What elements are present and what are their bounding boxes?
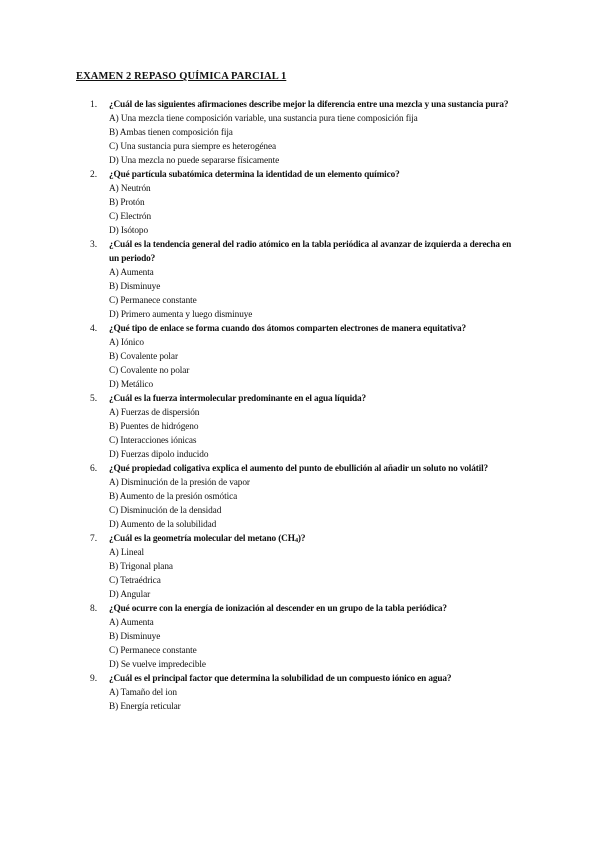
question-7 xyxy=(0,532,600,602)
option-c: C) Interacciones iónicas xyxy=(109,436,197,446)
option-a: A) Disminución de la presión de vapor xyxy=(109,478,250,488)
option-b: B) Puentes de hidrógeno xyxy=(109,422,199,432)
question-number: 5. xyxy=(90,394,98,404)
option-b: B) Energía reticular xyxy=(109,702,181,712)
question-number: 1. xyxy=(90,100,98,110)
question-3 xyxy=(0,238,600,322)
option-d: D) Aumento de la solubilidad xyxy=(109,520,217,530)
question-number: 9. xyxy=(90,674,98,684)
option-d: D) Angular xyxy=(109,590,151,600)
option-d: D) Primero aumenta y luego disminuye xyxy=(109,310,253,320)
question-text-main: ¿Cuál es la geometría molecular del metano (CH xyxy=(109,534,295,544)
option-d: D) Una mezcla no puede separarse físicamente xyxy=(109,156,280,166)
question-text: ¿Qué propiedad coligativa explica el aumento del punto de ebullición al añadir un soluto no volátil? xyxy=(109,464,489,474)
question-5 xyxy=(0,392,600,462)
option-d: D) Se vuelve impredecible xyxy=(109,660,206,670)
question-8 xyxy=(0,602,600,672)
question-text: ¿Cuál es la fuerza intermolecular predominante en el agua líquida? xyxy=(109,394,367,404)
option-c: C) Permanece constante xyxy=(109,296,197,306)
option-d: D) Metálico xyxy=(109,380,154,390)
question-text xyxy=(109,532,520,546)
option-c: C) Una sustancia pura siempre es heterogénea xyxy=(109,142,277,152)
question-number: 7. xyxy=(90,534,98,544)
question-4 xyxy=(0,322,600,392)
question-text: ¿Cuál de las siguientes afirmaciones describe mejor la diferencia entre una mezcla y una sustancia pura? xyxy=(109,100,509,110)
question-1 xyxy=(0,98,600,168)
option-a: A) Neutrón xyxy=(109,184,151,194)
question-text: ¿Qué partícula subatómica determina la identidad de un elemento químico? xyxy=(109,170,400,180)
option-d: D) Isótopo xyxy=(109,226,149,236)
page-title: EXAMEN 2 REPASO QUÍMICA PARCIAL 1 xyxy=(76,71,287,82)
subscript: 4 xyxy=(294,537,298,544)
option-b: B) Aumento de la presión osmótica xyxy=(109,492,238,502)
question-text: ¿Cuál es la tendencia general del radio atómico en la tabla periódica al avanzar de izquierda a derecha en un periodo? xyxy=(109,240,512,264)
question-text-end: )? xyxy=(297,534,306,544)
question-number: 8. xyxy=(90,604,98,614)
option-a: A) Iónico xyxy=(109,338,144,348)
option-b: B) Trigonal plana xyxy=(109,562,173,572)
option-b: B) Disminuye xyxy=(109,282,161,292)
option-c: C) Tetraédrica xyxy=(109,576,161,586)
option-b: B) Protón xyxy=(109,198,145,208)
option-a: A) Aumenta xyxy=(109,268,154,278)
option-b: B) Covalente polar xyxy=(109,352,178,362)
option-a: A) Tamaño del ion xyxy=(109,688,177,698)
option-c: C) Permanece constante xyxy=(109,646,197,656)
question-number: 4. xyxy=(90,324,98,334)
question-text: ¿Qué ocurre con la energía de ionización al descender en un grupo de la tabla periódica? xyxy=(109,604,447,614)
question-list xyxy=(0,98,600,714)
option-a: A) Aumenta xyxy=(109,618,154,628)
option-a: A) Lineal xyxy=(109,548,144,558)
option-c: C) Covalente no polar xyxy=(109,366,190,376)
option-c: C) Electrón xyxy=(109,212,152,222)
question-2 xyxy=(0,168,600,238)
question-text: ¿Cuál es el principal factor que determina la solubilidad de un compuesto iónico en agua? xyxy=(109,674,452,684)
option-a: A) Una mezcla tiene composición variable, una sustancia pura tiene composición fija xyxy=(109,114,418,124)
question-number: 6. xyxy=(90,464,98,474)
question-number: 3. xyxy=(90,240,98,250)
option-a: A) Fuerzas de dispersión xyxy=(109,408,200,418)
question-text: ¿Qué tipo de enlace se forma cuando dos átomos comparten electrones de manera equitativa? xyxy=(109,324,467,334)
question-6 xyxy=(0,462,600,532)
question-number: 2. xyxy=(90,170,98,180)
option-c: C) Disminución de la densidad xyxy=(109,506,222,516)
question-9 xyxy=(0,672,600,714)
option-b: B) Ambas tienen composición fija xyxy=(109,128,233,138)
option-d: D) Fuerzas dipolo inducido xyxy=(109,450,209,460)
option-b: B) Disminuye xyxy=(109,632,161,642)
